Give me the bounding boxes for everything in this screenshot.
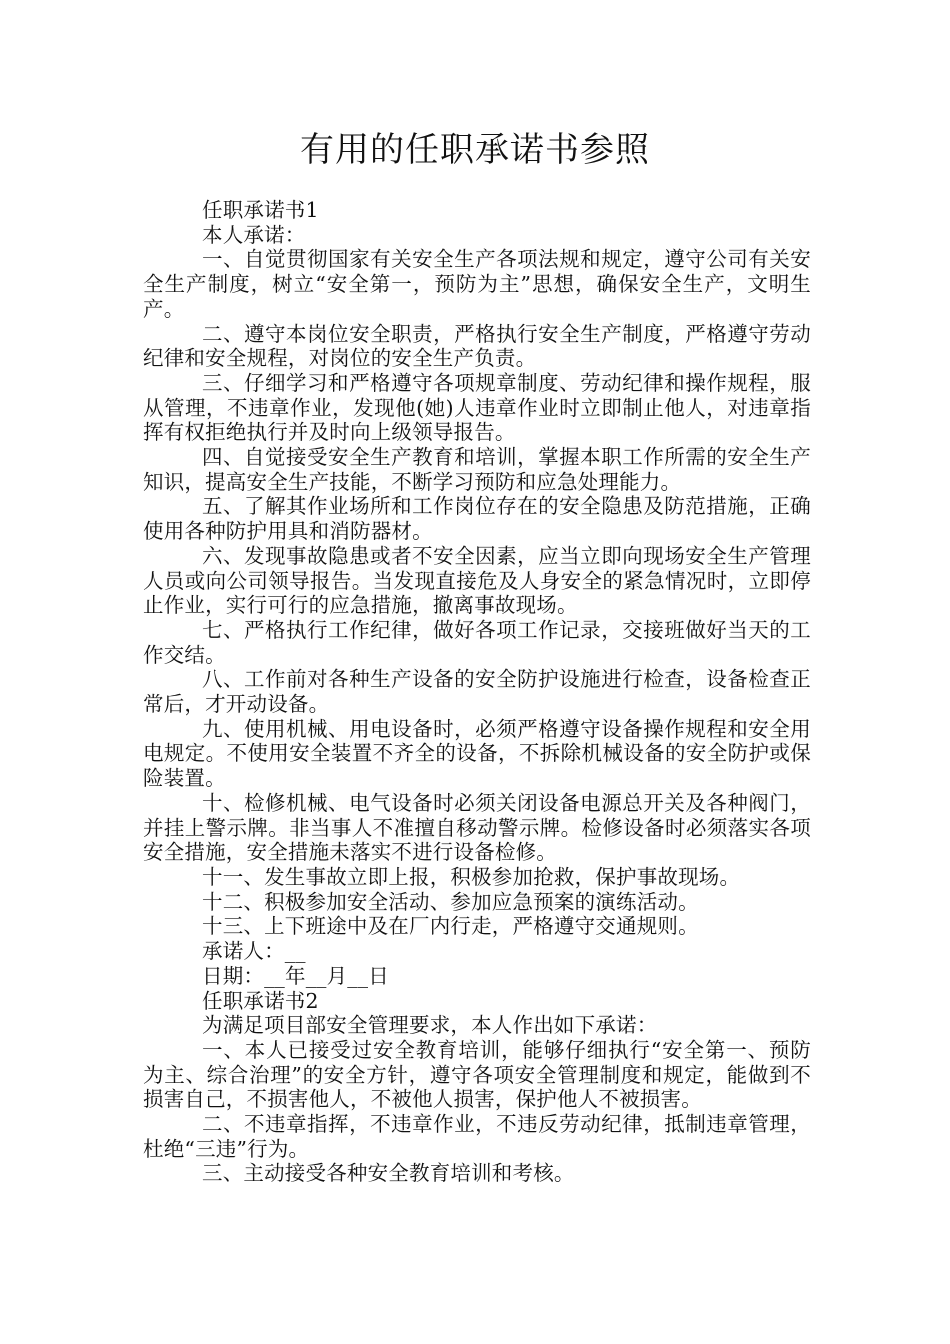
paragraph: 三、仔细学习和严格遵守各项规章制度、劳动纪律和操作规程，服从管理，不违章作业，发现他(她)人违章作业时立即制止他人，对违章指挥有权拒绝执行并及时向上级领导报告。 [143,370,811,445]
paragraph: 六、发现事故隐患或者不安全因素，应当立即向现场安全生产管理人员或向公司领导报告。当发现直接危及人身安全的紧急情况时，立即停止作业，实行可行的应急措施，撤离事故现场。 [143,543,811,618]
paragraph: 十二、积极参加安全活动、参加应急预案的演练活动。 [202,889,699,914]
paragraph: 九、使用机械、用电设备时，必须严格遵守设备操作规程和安全用电规定。不使用安全装置不齐全的设备，不拆除机械设备的安全防护或保险装置。 [143,716,811,791]
paragraph: 一、本人已接受过安全教育培训，能够仔细执行“安全第一、预防为主、综合治理”的安全方针，遵守各项安全管理制度和规定，能做到不损害自己，不损害他人，不被他人损害，保护他人不被损害。 [143,1037,811,1112]
paragraph: 二、遵守本岗位安全职责，严格执行安全生产制度，严格遵守劳动纪律和安全规程，对岗位的安全生产负责。 [143,321,811,371]
signature-line: 承诺人：__ [202,939,306,964]
paragraph: 四、自觉接受安全生产教育和培训，掌握本职工作所需的安全生产知识，提高安全生产技能，不断学习预防和应急处理能力。 [143,445,811,494]
date-line: 日期：__年__月__日 [202,963,389,988]
document-title: 有用的任职承诺书参照 [300,130,650,170]
paragraph: 十三、上下班途中及在厂内行走，严格遵守交通规则。 [202,914,699,939]
paragraph: 十、检修机械、电气设备时必须关闭设备电源总开关及各种阀门，并挂上警示牌。非当事人不准擅自移动警示牌。检修设备时必须落实各项安全措施，安全措施未落实不进行设备检修。 [143,790,811,865]
paragraph: 五、了解其作业场所和工作岗位存在的安全隐患及防范措施，正确使用各种防护用具和消防器材。 [143,494,811,544]
paragraph: 一、自觉贯彻国家有关安全生产各项法规和规定，遵守公司有关安全生产制度，树立“安全第一，预防为主”思想，确保安全生产，文明生产。 [143,247,811,321]
paragraph: 十一、发生事故立即上报，积极参加抢救，保护事故现场。 [202,864,741,889]
paragraph: 为满足项目部安全管理要求，本人作出如下承诺： [202,1013,658,1038]
document-body [143,198,811,1186]
paragraph: 三、主动接受各种安全教育培训和考核。 [202,1161,575,1186]
paragraph: 七、严格执行工作纪律，做好各项工作记录，交接班做好当天的工作交结。 [143,617,811,667]
heading-commitment-2: 任职承诺书2 [202,988,319,1013]
paragraph: 八、工作前对各种生产设备的安全防护设施进行检查，设备检查正常后，才开动设备。 [143,667,811,717]
paragraph: 二、不违章指挥，不违章作业，不违反劳动纪律，抵制违章管理，杜绝“三违”行为。 [143,1112,811,1161]
paragraph: 本人承诺： [202,222,306,247]
heading-commitment-1: 任职承诺书1 [202,198,319,222]
